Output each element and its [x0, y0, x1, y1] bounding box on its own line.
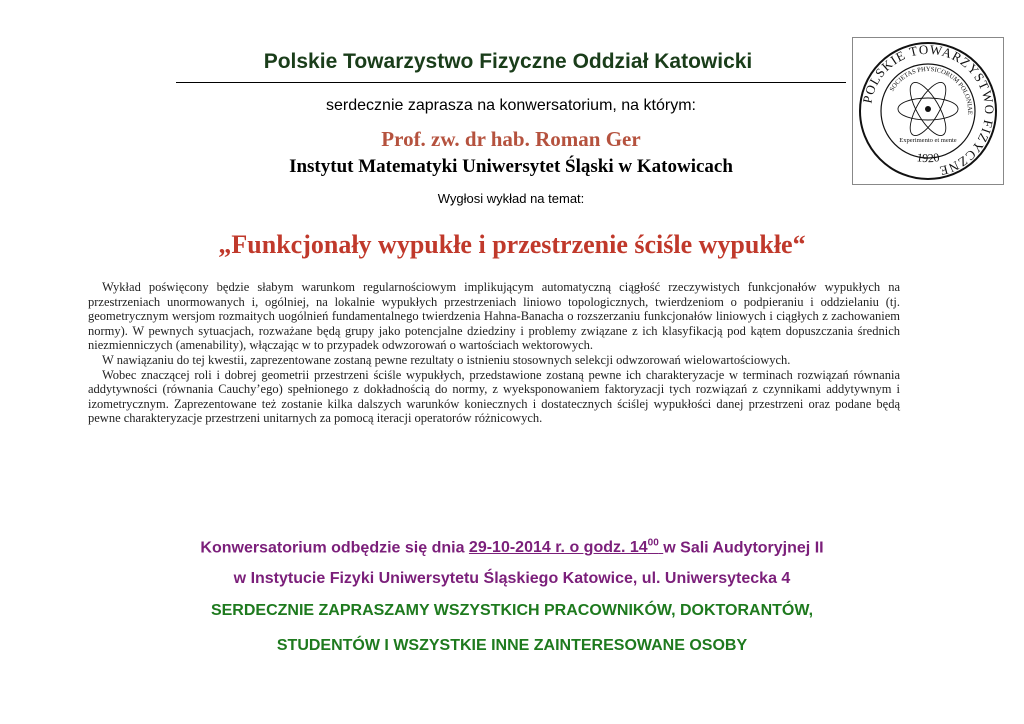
closing-invitation-line1: SERDECZNIE ZAPRASZAMY WSZYSTKICH PRACOWNIKÓW, DOKTORANTÓW, [210, 602, 814, 619]
event-prefix: Konwersatorium odbędzie się dnia [200, 539, 465, 557]
abstract-paragraph: Wobec znaczącej roli i dobrej geometrii przestrzeni ściśle wypukłych, przedstawione zostaną pewne ich charakteryzacje w terminach rozwiązań równania addytywności (równania Cauchy’ego) spełnionego z dokładnością do normy, z wyeksponowaniem faktoryzacji tych rozwiązań z czynnikami addytywnym i izometrycznym. Zaprezentowane też zostanie kilka dalszych warunków koniecznych i dostatecznych ściślej wypukłości danej przestrzeni oraz podane będą pewne charakteryzacje przestrzeni unitarnych za pomocą iteracji operatorów różnicowych. [88, 367, 900, 426]
organization-title: Polskie Towarzystwo Fizyczne Oddział Katowicki [263, 50, 753, 73]
speaker-affiliation: Instytut Matematyki Uniwersytet Śląski w Katowicach [289, 156, 733, 177]
svg-text:1920 [916, 150, 941, 165]
seal-text-latin: SOCIETAS PHYSICORUM POLONIAE [888, 65, 974, 115]
closing-invitation-line2: STUDENTÓW I WSZYSTKIE INNE ZAINTERESOWANE OSOBY [276, 637, 748, 654]
seal-motto: Experimento et mente [899, 137, 957, 144]
event-minutes: 00 [647, 538, 659, 549]
abstract-paragraph: Wykład poświęcony będzie słabym warunkom regularnościowym implikującym automatyczną ciągłość rzeczywistych funkcjonałów wypukłych na przestrzeniach unormowanych i, ogólniej, na lokalnie wypukłych przestrzeniach liniowo topologicznych, twierdzeniom o podpieraniu i oddzielaniu (tj. geometrycznym wersjom rozmaitych uogólnień fundamentalnego twierdzenia Hahna-Banacha o rozszerzaniu funkcjonałów liniowych i ciągłych z zachowaniem normy). W pewnych sytuacjach, rozważane będą grupy jako potencjalne dziedziny i problemy związane z ich klasyfikacją pod kątem dopuszczania średnich niezmienniczych (amenability), włączając w to przypadek odwzorowań o wartościach wektorowych. [88, 280, 900, 353]
seal-icon [852, 37, 1004, 185]
event-date-time: 29-10-2014 r. o godz. $14^{00}$ [468, 538, 659, 557]
seal-year: 1920 [915, 150, 941, 166]
speaker-name: Prof. zw. dr hab. Roman Ger [381, 127, 641, 151]
header-divider [176, 82, 846, 83]
seal-text-top: POLSKIE TOWARZYSTWO FIZYCZNE [859, 41, 998, 179]
lecture-abstract [88, 280, 900, 426]
abstract-paragraph: W nawiązaniu do tej kwestii, zaprezentowane zostaną pewne rezultaty o istnieniu stosownych selekcji odwzorowań wielowartościowych. [102, 352, 791, 367]
lecture-intro: Wygłosi wykład na temat: [437, 191, 585, 206]
event-room: w Sali Audytoryjnej II [663, 539, 824, 557]
event-location: w Instytucie Fizyki Uniwersytetu Śląskiego Katowice, ul. Uniwersytecka 4 [233, 570, 791, 587]
invitation-text: serdecznie zaprasza na konwersatorium, na którym: [326, 97, 696, 114]
society-seal-logo [852, 37, 1004, 185]
event-datetime-line [0, 538, 1024, 557]
lecture-title: „Funkcjonały wypukłe i przestrzenie ściśle wypukłe“ [218, 230, 806, 259]
